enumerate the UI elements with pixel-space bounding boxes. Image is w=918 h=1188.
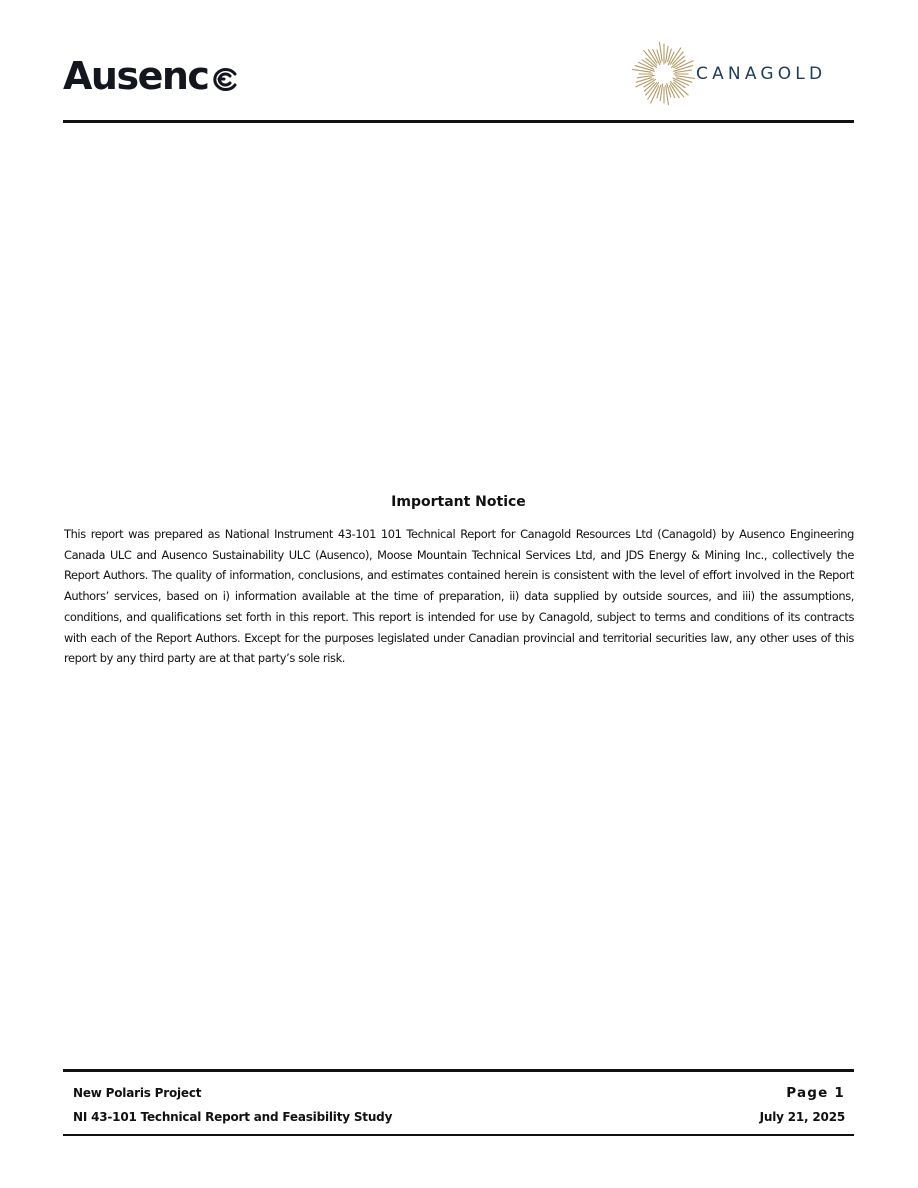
ausenco-swirl-icon: [209, 66, 239, 92]
ausenco-logo: [63, 52, 239, 100]
canagold-logo: [630, 40, 826, 108]
notice-body: This report was prepared as National Instrument 43-101 101 Technical Report for Canagold Resources Ltd (Canagold) by Ausenco Engineering Canada ULC and Ausenco Sustainability ULC (Ausenco), Moose Mountain Technical Services Ltd, and JDS Energy & Mining Inc., collectively the Report Authors. The quality of information, conclusions, and estimates contained herein is consistent with the level of effort involved in the Report Authors’ services, based on i) information available at the time of preparation, ii) data supplied by outside sources, and iii) the assumptions, conditions, and qualifications set forth in this report. This report is intended for use by Canagold, subject to terms and conditions of its contracts with each of the Report Authors. Except for the purposes legislated under Canadian provincial and territorial securities law, any other uses of this report by any third party are at that party’s sole risk.: [64, 527, 854, 666]
sunburst-ray: [676, 78, 691, 83]
canagold-sunburst-icon: [630, 40, 698, 108]
footer-divider-top: [63, 1069, 854, 1072]
footer-page-number: Page 1: [786, 1085, 845, 1101]
sunburst-ray: [636, 78, 651, 83]
canagold-logo-text: CANAGOLD: [696, 64, 827, 84]
footer-date: July 21, 2025: [759, 1110, 845, 1124]
footer-divider-bottom: [63, 1134, 854, 1136]
footer-project-name: New Polaris Project: [73, 1086, 202, 1100]
footer-report-title: NI 43-101 Technical Report and Feasibility Study: [73, 1110, 393, 1124]
header-divider: [63, 120, 854, 123]
ausenco-logo-text: Ausenc: [63, 54, 209, 98]
notice-title: Important Notice: [391, 494, 526, 510]
